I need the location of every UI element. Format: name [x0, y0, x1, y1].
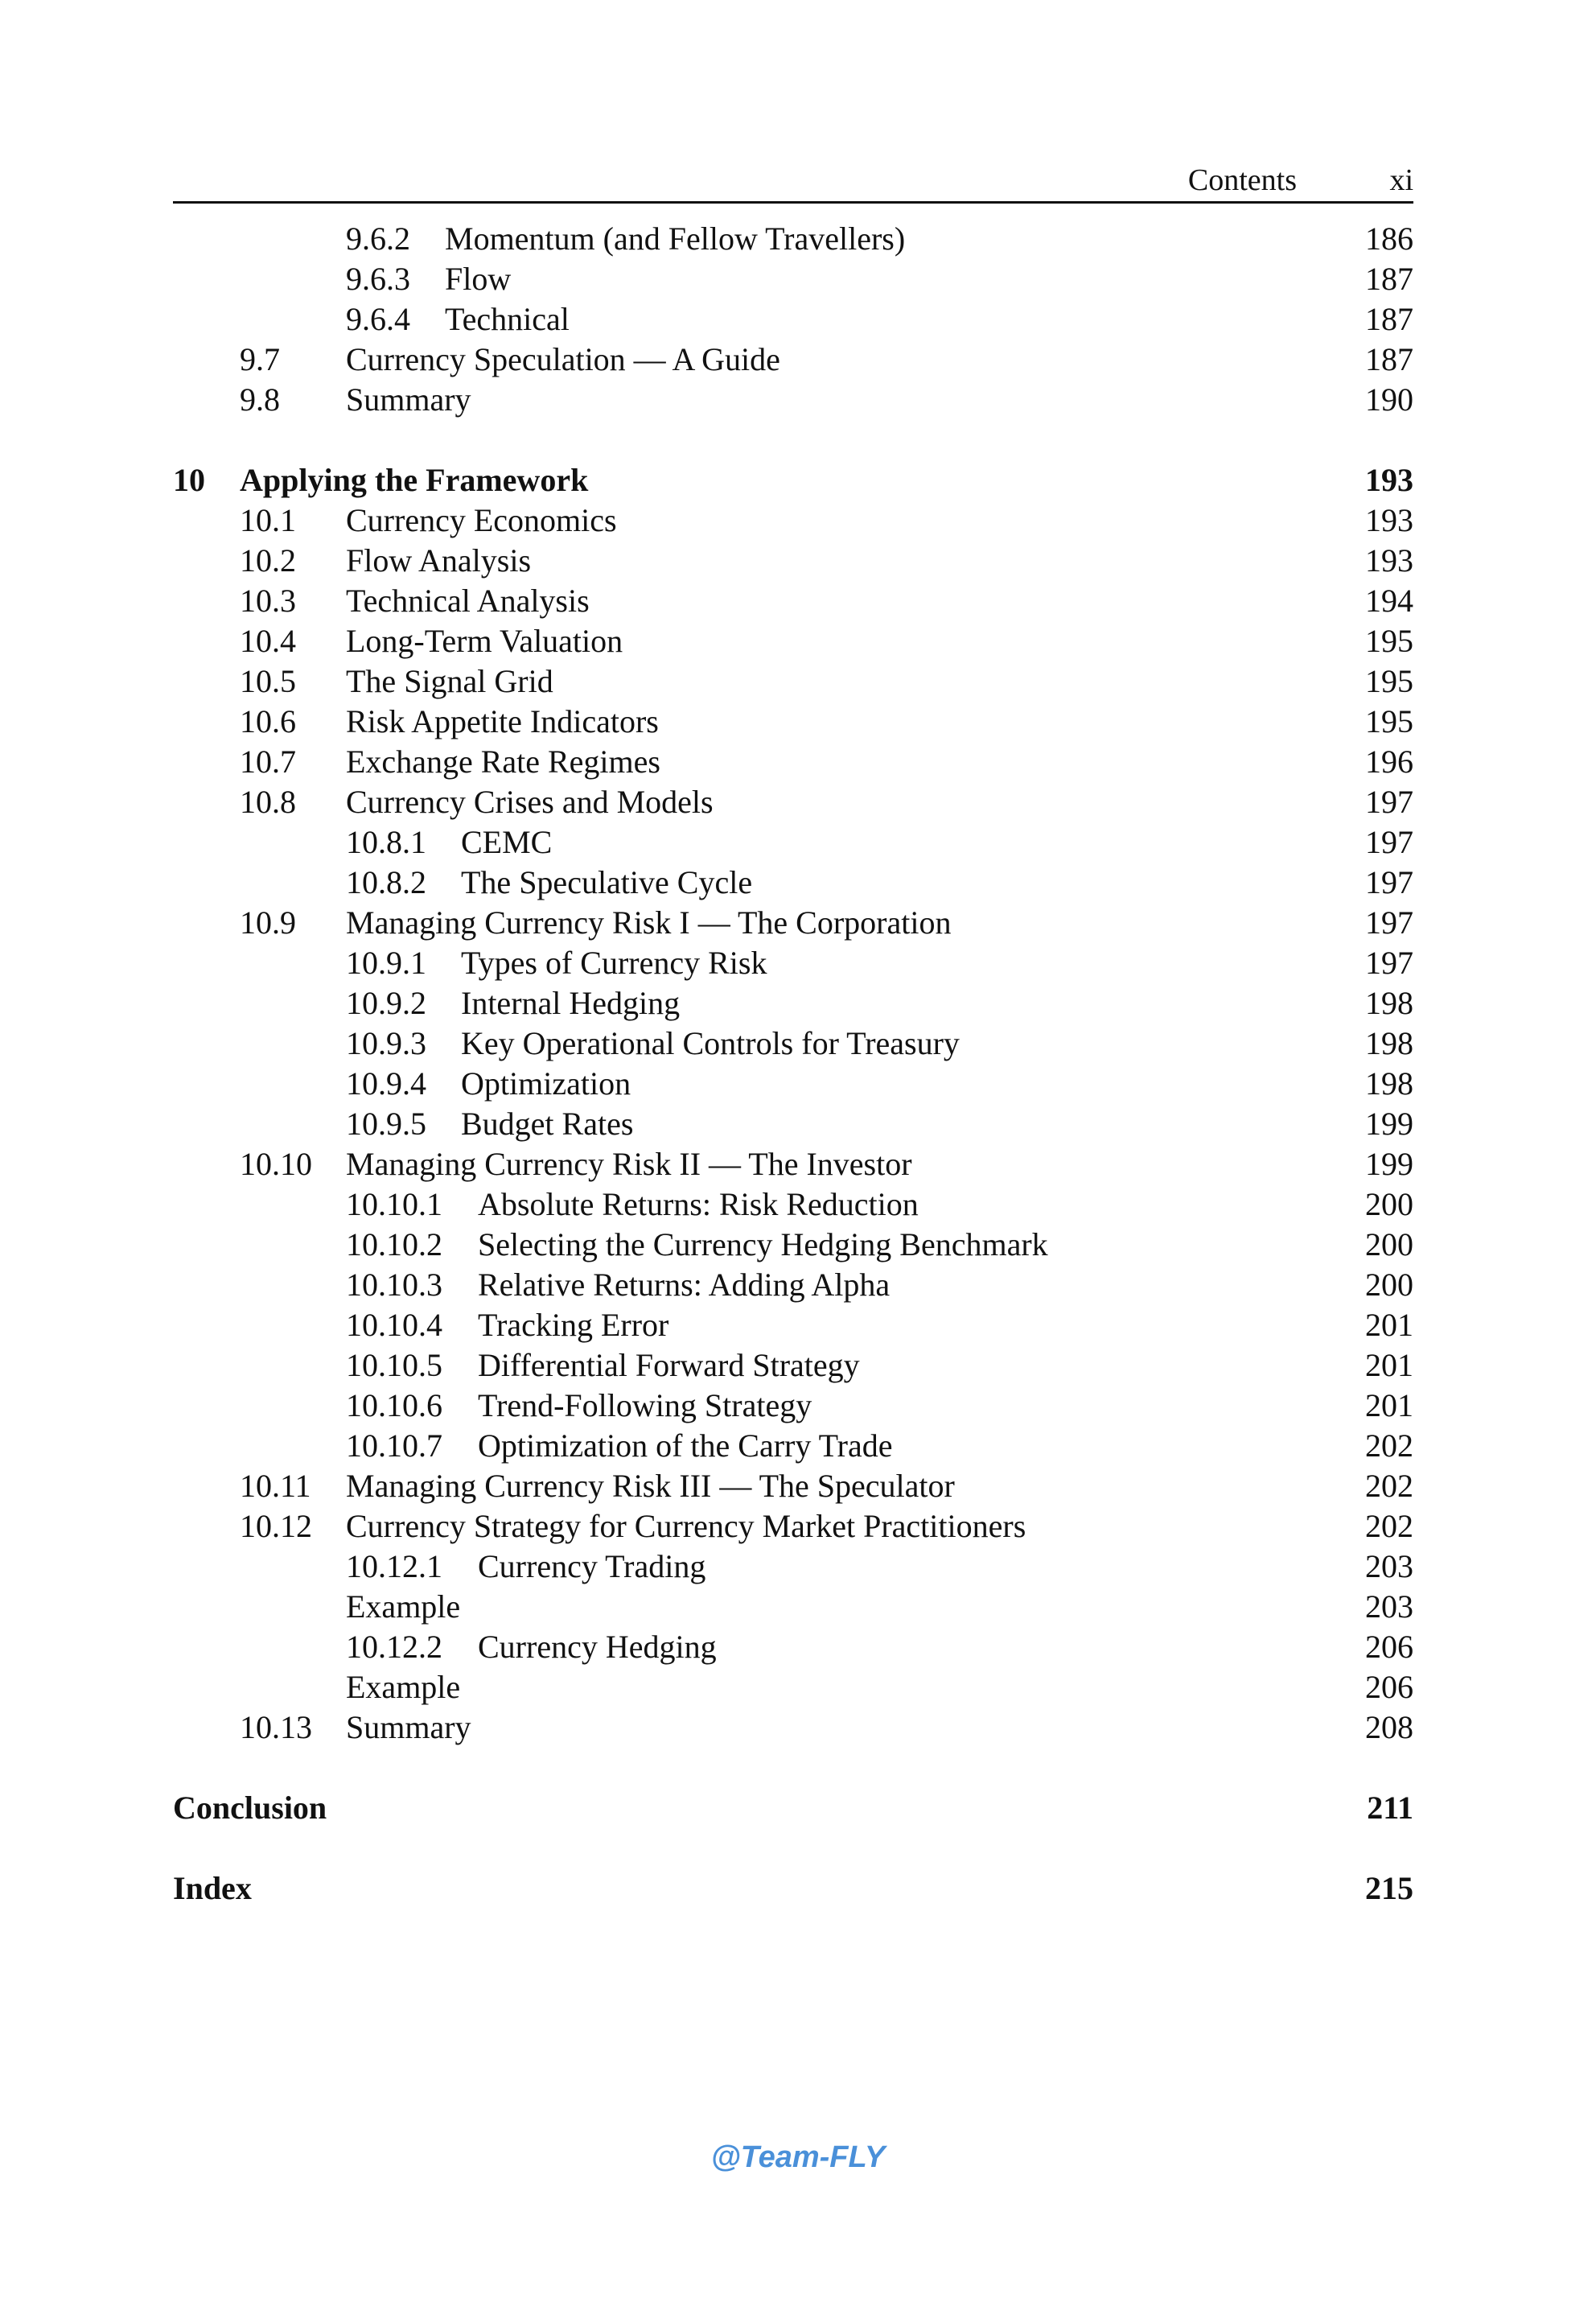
- toc-entry[interactable]: [173, 702, 1413, 742]
- entry-number: 10.1: [240, 502, 296, 538]
- conclusion-title: Conclusion: [173, 1790, 327, 1826]
- entry-title: Selecting the Currency Hedging Benchmark: [478, 1226, 1048, 1262]
- entry-title: Tracking Error: [478, 1307, 669, 1343]
- index-title: Index: [173, 1870, 252, 1906]
- entry-title: Flow: [445, 261, 512, 297]
- entry-number: 10.12.1: [346, 1548, 442, 1584]
- chapter-page: 193: [1365, 462, 1413, 498]
- toc-entry[interactable]: [173, 983, 1413, 1024]
- toc-entry[interactable]: [173, 1707, 1413, 1748]
- entry-page: 193: [1365, 542, 1413, 579]
- toc-entry[interactable]: [173, 822, 1413, 863]
- entry-page: 200: [1365, 1186, 1413, 1222]
- toc-entry[interactable]: [173, 1547, 1413, 1587]
- entry-title: Example: [346, 1669, 461, 1705]
- header-page-number: xi: [1389, 163, 1413, 197]
- entry-title: Currency Trading: [478, 1548, 706, 1584]
- entry-number: 10.8: [240, 784, 296, 820]
- toc-entry[interactable]: [173, 1627, 1413, 1667]
- entry-page: 187: [1365, 301, 1413, 337]
- entry-number: 10.6: [240, 703, 296, 739]
- entry-number: 10.9.4: [346, 1065, 426, 1102]
- entry-page: 186: [1365, 220, 1413, 257]
- watermark-text: @Team-FLY: [710, 2140, 886, 2174]
- entry-page: 198: [1365, 985, 1413, 1021]
- toc-entry[interactable]: [173, 1184, 1413, 1225]
- toc-conclusion-entry[interactable]: [173, 1788, 1413, 1828]
- toc-entry[interactable]: [173, 1386, 1413, 1426]
- entry-page: 194: [1365, 583, 1413, 619]
- toc-entry[interactable]: [173, 1667, 1413, 1707]
- entry-page: 201: [1365, 1307, 1413, 1343]
- toc-entry[interactable]: [173, 541, 1413, 581]
- entry-title: Currency Economics: [346, 502, 617, 538]
- header-title: Contents: [1187, 163, 1297, 197]
- entry-title: Technical: [445, 301, 570, 337]
- toc-entry[interactable]: [173, 1305, 1413, 1345]
- entry-title: The Signal Grid: [346, 663, 553, 699]
- toc-entry[interactable]: [173, 380, 1413, 420]
- toc-entry[interactable]: [173, 661, 1413, 702]
- toc-entry[interactable]: [173, 259, 1413, 299]
- entry-title: Budget Rates: [461, 1106, 634, 1142]
- entry-title: Currency Strategy for Currency Market Practitioners: [346, 1508, 1026, 1544]
- entry-title: Currency Hedging: [478, 1629, 717, 1665]
- running-header: [173, 161, 1413, 204]
- entry-number: 10.13: [240, 1709, 312, 1745]
- entry-number: 10.3: [240, 583, 296, 619]
- entry-number: 10.10.5: [346, 1347, 442, 1383]
- toc-entry[interactable]: [173, 219, 1413, 259]
- entry-number: 10.8.2: [346, 864, 426, 900]
- toc-entry[interactable]: [173, 500, 1413, 541]
- entry-page: 200: [1365, 1226, 1413, 1262]
- toc-entry[interactable]: [173, 1345, 1413, 1386]
- toc-entry[interactable]: [173, 1506, 1413, 1547]
- entry-title: Trend-Following Strategy: [478, 1387, 812, 1423]
- entry-number: 10.4: [240, 623, 296, 659]
- entry-title: Managing Currency Risk I — The Corporation: [346, 904, 952, 941]
- entry-page: 190: [1365, 381, 1413, 418]
- toc-entry[interactable]: [173, 1104, 1413, 1144]
- entry-page: 203: [1365, 1548, 1413, 1584]
- entry-page: 197: [1365, 824, 1413, 860]
- entry-page: 206: [1365, 1669, 1413, 1705]
- entry-page: 187: [1365, 341, 1413, 377]
- entry-number: 10.9.5: [346, 1106, 426, 1142]
- entry-number: 9.6.3: [346, 261, 410, 297]
- entry-page: 195: [1365, 623, 1413, 659]
- entry-page: 198: [1365, 1065, 1413, 1102]
- entry-number: 10.9.1: [346, 945, 426, 981]
- entry-page: 198: [1365, 1025, 1413, 1061]
- entry-title: Currency Speculation — A Guide: [346, 341, 780, 377]
- entry-title: Internal Hedging: [461, 985, 681, 1021]
- toc-entry[interactable]: [173, 1587, 1413, 1627]
- entry-title: Relative Returns: Adding Alpha: [478, 1267, 891, 1303]
- entry-title: Example: [346, 1588, 461, 1625]
- entry-number: 10.10.7: [346, 1427, 442, 1464]
- entry-number: 10.10.2: [346, 1226, 442, 1262]
- entry-page: 195: [1365, 703, 1413, 739]
- entry-number: 10.5: [240, 663, 296, 699]
- entry-page: 197: [1365, 945, 1413, 981]
- entry-title: Flow Analysis: [346, 542, 532, 579]
- entry-page: 197: [1365, 784, 1413, 820]
- entry-title: Summary: [346, 381, 471, 418]
- entry-number: 10.12: [240, 1508, 312, 1544]
- chapter-number: 10: [173, 462, 205, 498]
- toc-entry[interactable]: [173, 1144, 1413, 1184]
- index-page: 215: [1365, 1870, 1413, 1906]
- entry-number: 10.9.2: [346, 985, 426, 1021]
- entry-title: The Speculative Cycle: [461, 864, 753, 900]
- entry-number: 9.7: [240, 341, 280, 377]
- entry-title: Exchange Rate Regimes: [346, 743, 660, 780]
- entry-page: 197: [1365, 904, 1413, 941]
- entry-title: Technical Analysis: [346, 583, 590, 619]
- toc-entry[interactable]: [173, 621, 1413, 661]
- toc-entry[interactable]: [173, 943, 1413, 983]
- toc-entry[interactable]: [173, 299, 1413, 340]
- entry-page: 199: [1365, 1106, 1413, 1142]
- toc-entry[interactable]: [173, 782, 1413, 822]
- entry-page: 206: [1365, 1629, 1413, 1665]
- entry-title: Optimization: [461, 1065, 631, 1102]
- entry-number: 10.12.2: [346, 1629, 442, 1665]
- entry-title: CEMC: [461, 824, 553, 860]
- entry-title: Optimization of the Carry Trade: [478, 1427, 893, 1464]
- toc-entry[interactable]: [173, 1225, 1413, 1265]
- entry-number: 10.9: [240, 904, 296, 941]
- entry-number: 9.6.4: [346, 301, 410, 337]
- entry-title: Momentum (and Fellow Travellers): [445, 220, 906, 257]
- toc-entry[interactable]: [173, 1265, 1413, 1305]
- entry-number: 10.11: [240, 1468, 311, 1504]
- entry-page: 203: [1365, 1588, 1413, 1625]
- entry-page: 197: [1365, 864, 1413, 900]
- entry-page: 200: [1365, 1267, 1413, 1303]
- chapter-title: Applying the Framework: [240, 462, 589, 498]
- entry-number: 9.8: [240, 381, 280, 418]
- entry-number: 10.9.3: [346, 1025, 426, 1061]
- toc-entry[interactable]: [173, 863, 1413, 903]
- entry-title: Differential Forward Strategy: [478, 1347, 860, 1383]
- toc-entry[interactable]: [173, 581, 1413, 621]
- entry-page: 208: [1365, 1709, 1413, 1745]
- entry-page: 201: [1365, 1387, 1413, 1423]
- entry-page: 196: [1365, 743, 1413, 780]
- toc-entry[interactable]: [173, 742, 1413, 782]
- entry-page: 202: [1365, 1508, 1413, 1544]
- entry-page: 201: [1365, 1347, 1413, 1383]
- toc-entry[interactable]: [173, 1024, 1413, 1064]
- table-of-contents: [173, 219, 1413, 1909]
- entry-title: Currency Crises and Models: [346, 784, 714, 820]
- entry-page: 195: [1365, 663, 1413, 699]
- entry-title: Summary: [346, 1709, 471, 1745]
- entry-page: 193: [1365, 502, 1413, 538]
- entry-title: Absolute Returns: Risk Reduction: [478, 1186, 919, 1222]
- entry-title: Long-Term Valuation: [346, 623, 623, 659]
- entry-number: 10.7: [240, 743, 296, 780]
- entry-title: Key Operational Controls for Treasury: [461, 1025, 960, 1061]
- entry-title: Types of Currency Risk: [461, 945, 767, 981]
- toc-entry[interactable]: [173, 1064, 1413, 1104]
- toc-index-entry[interactable]: [173, 1868, 1413, 1909]
- toc-entry[interactable]: [173, 1426, 1413, 1466]
- entry-number: 10.10.1: [346, 1186, 442, 1222]
- entry-page: 202: [1365, 1468, 1413, 1504]
- entry-number: 10.10: [240, 1146, 312, 1182]
- entry-number: 10.10.3: [346, 1267, 442, 1303]
- entry-number: 9.6.2: [346, 220, 410, 257]
- entry-number: 10.2: [240, 542, 296, 579]
- toc-entry[interactable]: [173, 1466, 1413, 1506]
- entry-title: Managing Currency Risk III — The Speculator: [346, 1468, 955, 1504]
- entry-number: 10.8.1: [346, 824, 426, 860]
- toc-entry[interactable]: [173, 903, 1413, 943]
- entry-page: 202: [1365, 1427, 1413, 1464]
- entry-title: Managing Currency Risk II — The Investor: [346, 1146, 912, 1182]
- entry-number: 10.10.4: [346, 1307, 442, 1343]
- conclusion-page: 211: [1367, 1790, 1413, 1826]
- entry-title: Risk Appetite Indicators: [346, 703, 659, 739]
- entry-number: 10.10.6: [346, 1387, 442, 1423]
- toc-chapter-entry[interactable]: [173, 460, 1413, 500]
- entry-page: 187: [1365, 261, 1413, 297]
- toc-entry[interactable]: [173, 340, 1413, 380]
- entry-page: 199: [1365, 1146, 1413, 1182]
